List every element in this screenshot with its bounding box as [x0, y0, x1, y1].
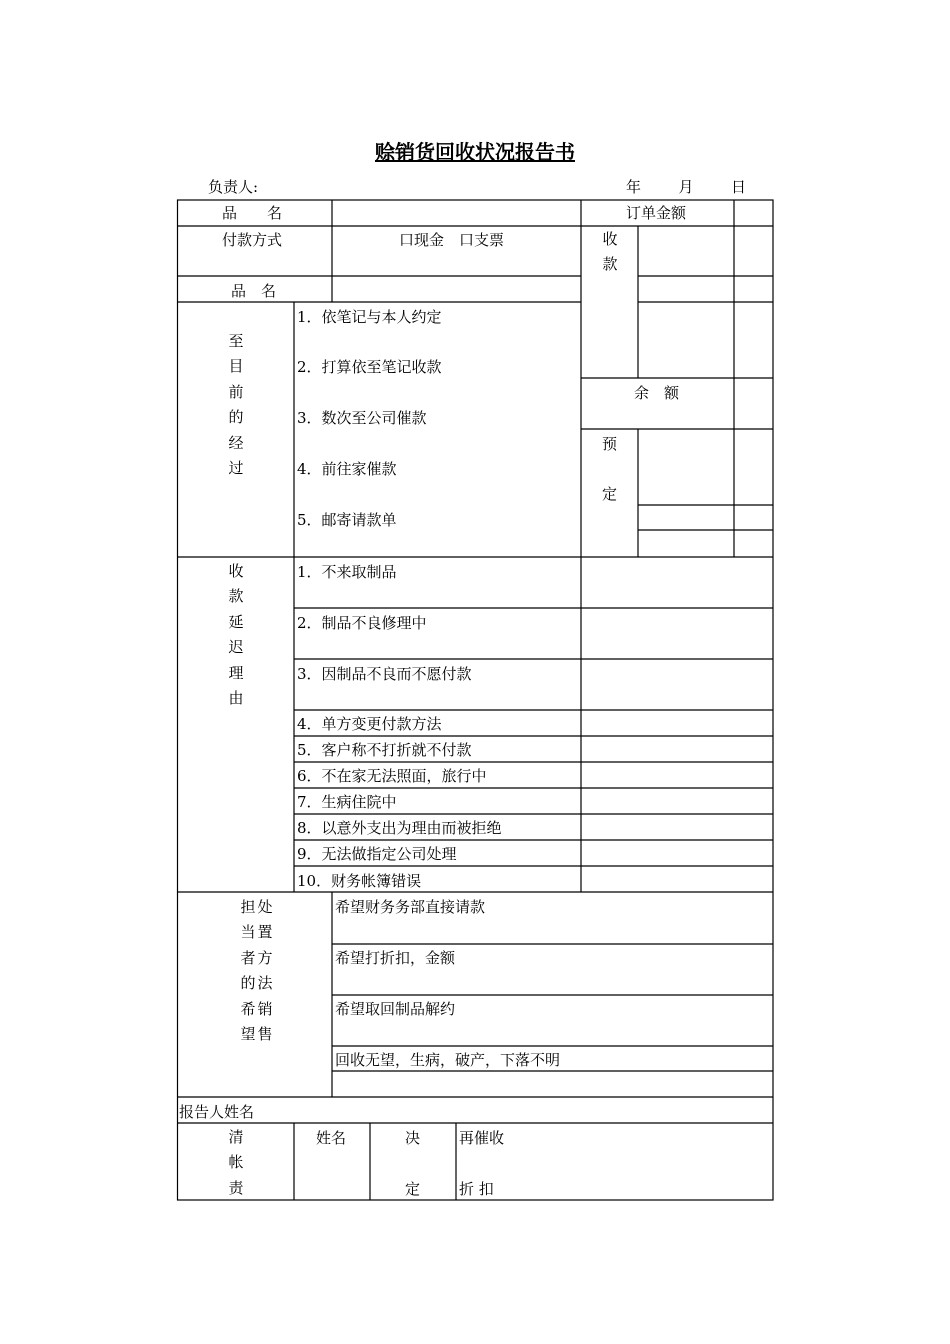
history-label: 至 目 前 的 经 过 [228, 332, 244, 478]
delay-reason-label: 收 款 延 迟 理 由 [228, 562, 244, 708]
year-label: 年 [626, 178, 642, 196]
recollect-label: 再催收 [459, 1129, 505, 1147]
product-name-label-2: 品 名 [231, 282, 277, 300]
delay-item: 5．客户称不打折就不付款 [297, 741, 472, 759]
payment-method-label: 付款方式 [222, 231, 283, 249]
discount-label: 折 扣 [459, 1180, 494, 1198]
history-item: 1．依笔记与本人约定 [297, 308, 442, 326]
delay-item: 10．财务帐簿错误 [297, 872, 422, 890]
delay-item: 4．单方变更付款方法 [297, 715, 442, 733]
delay-item: 1．不来取制品 [297, 563, 397, 581]
delay-item: 2．制品不良修理中 [297, 614, 427, 632]
history-item: 5．邮寄请款单 [297, 511, 397, 529]
document-title: 赊销货回收状况报告书 [375, 140, 575, 164]
delay-item: 6．不在家无法照面，旅行中 [297, 767, 487, 785]
name-label: 姓名 [316, 1129, 347, 1147]
handler-wish-label: 担 当 者 的 希 望 [240, 898, 256, 1044]
responsible-person-label: 负责人: [208, 178, 259, 196]
history-item: 4．前往家催款 [297, 460, 397, 478]
handling-item: 回收无望，生病，破产，下落不明 [335, 1051, 561, 1069]
product-name-label: 品 名 [222, 204, 283, 222]
balance-label: 余 额 [634, 384, 680, 402]
day-label: 日 [730, 178, 746, 196]
history-item: 2．打算依至笔记收款 [297, 358, 442, 376]
disposal-method-label: 处 置 方 法 销 售 [257, 898, 273, 1044]
delay-item: 3．因制品不良而不愿付款 [297, 665, 472, 683]
delay-item: 8．以意外支出为理由而被拒绝 [297, 819, 502, 837]
decision-label-2: 定 [405, 1180, 421, 1198]
month-label: 月 [678, 178, 694, 196]
receipt-label: 收 款 [602, 230, 618, 274]
handling-item: 希望打折扣，金额 [335, 949, 456, 967]
handling-item: 希望财务务部直接请款 [335, 898, 486, 916]
scheduled-label-2: 定 [602, 485, 618, 503]
clear-account-label: 清 帐 责 [228, 1128, 244, 1197]
payment-options: 口现金 口支票 [399, 231, 505, 249]
delay-item: 7．生病住院中 [297, 793, 397, 811]
order-amount-label: 订单金额 [626, 204, 687, 222]
handling-item: 希望取回制品解约 [335, 1000, 456, 1018]
reporter-name-label: 报告人姓名 [179, 1103, 255, 1121]
history-item: 3．数次至公司催款 [297, 409, 427, 427]
decision-label-1: 决 [405, 1129, 421, 1147]
scheduled-label-1: 预 [602, 435, 618, 453]
delay-item: 9．无法做指定公司处理 [297, 845, 457, 863]
